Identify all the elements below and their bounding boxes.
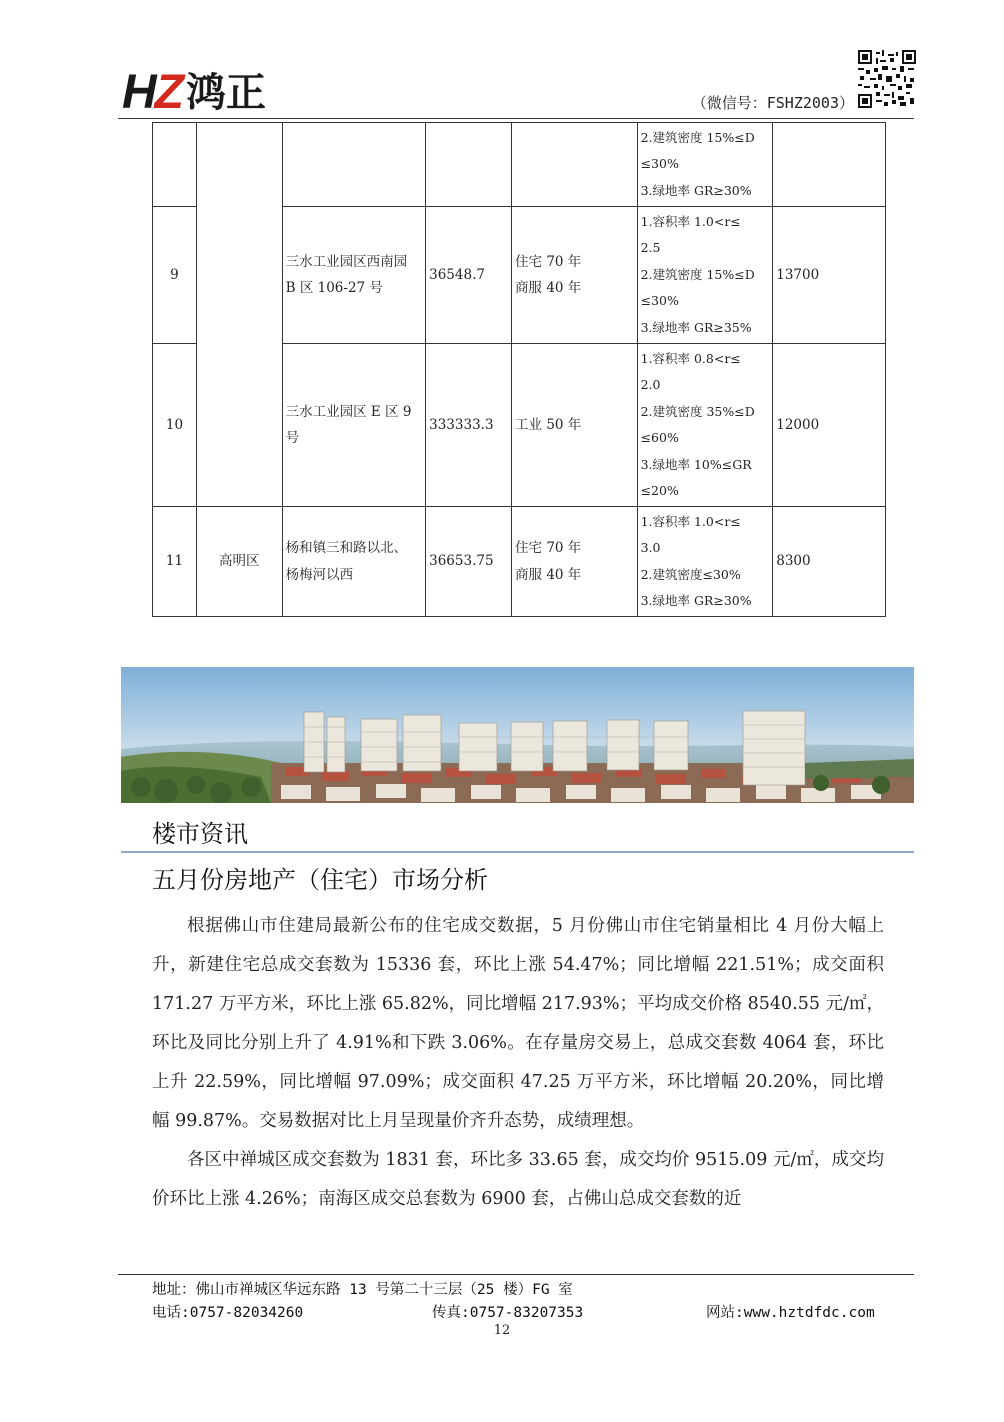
article-title: 五月份房地产（住宅）市场分析	[152, 866, 488, 894]
condition-line: 2.5	[640, 240, 661, 256]
condition-line: 1.容积率 1.0<r≤	[640, 213, 741, 229]
condition-line: 2.建筑密度 35%≤D	[640, 403, 755, 419]
area-cell	[426, 123, 512, 207]
condition-line: 1.容积率 0.8<r≤	[640, 350, 741, 366]
area-cell: 36548.7	[426, 207, 512, 344]
condition-line: 2.建筑密度≤30%	[640, 566, 741, 582]
use-cell	[512, 207, 638, 344]
section-divider	[121, 851, 914, 853]
use-cell	[512, 123, 638, 207]
conditions-cell	[637, 344, 773, 507]
price-cell	[773, 123, 886, 207]
page-number: 12	[493, 1323, 511, 1338]
condition-line: 3.绿地率 GR≥35%	[640, 319, 752, 335]
article-body	[152, 907, 884, 1219]
condition-line: 3.0	[640, 540, 661, 555]
location-line: 三水工业园区 E 区 9	[285, 403, 412, 420]
condition-line: 3.绿地率 GR≥30%	[640, 593, 752, 608]
table-row	[153, 123, 886, 207]
price-cell: 12000	[773, 344, 886, 507]
location-line: 号	[285, 430, 300, 446]
condition-line: ≤30%	[640, 293, 679, 309]
location-line: 杨和镇三和路以北、	[285, 540, 408, 556]
condition-line: 3.绿地率 GR≥30%	[640, 182, 752, 198]
wechat-id: （微信号：FSHZ2003）	[691, 94, 854, 112]
use-line: 商服 40 年	[515, 566, 582, 583]
row-number: 11	[153, 507, 197, 617]
conditions-cell	[637, 123, 773, 207]
footer-fax: 传真:0757-83207353	[432, 1305, 584, 1321]
footer-phone: 电话:0757-82034260	[152, 1305, 304, 1321]
condition-line: 1.容积率 1.0<r≤	[640, 513, 741, 529]
row-number	[153, 123, 197, 207]
footer-address: 地址：佛山市禅城区华远东路 13 号第二十三层（25 楼）FG 室	[152, 1282, 573, 1298]
area-cell: 333333.3	[426, 344, 512, 507]
location-line: B 区 106-27 号	[285, 280, 383, 296]
district-cell	[196, 123, 282, 507]
use-cell	[512, 507, 638, 617]
area-cell: 36653.75	[426, 507, 512, 617]
footer-divider	[118, 1274, 914, 1275]
location-line: 杨梅河以西	[285, 566, 354, 583]
location-cell	[282, 207, 426, 344]
condition-line: ≤30%	[640, 156, 679, 172]
use-line: 工业 50 年	[515, 416, 582, 433]
header-divider	[118, 118, 914, 119]
use-line: 住宅 70 年	[515, 253, 582, 270]
company-logo	[122, 66, 266, 119]
location-cell	[282, 507, 426, 617]
paragraph: 根据佛山市住建局最新公布的住宅成交数据，5 月份佛山市住宅销量相比 4 月份大幅上升，新建住宅总成交套数为 15336 套，环比上涨 54.47%；同比增幅 221.51%；成交面积 171.27 万平方米，环比上涨 65.82%，同比增幅 217.93%；平均成交价格 8540.55 元/㎡，环比及同比分别上升了 4.91%和下跌 3.06%。在存量房交易上，总成交套数 4064 套，环比上升 22.59%，同比增幅 97.09%；成交面积 47.25 万平方米，环比增幅 20.20%，同比增幅 99.87%。交易数据对比上月呈现量价齐升态势，成绩理想。	[152, 916, 884, 1131]
row-number: 9	[153, 207, 197, 344]
location-line: 三水工业园区西南园	[285, 253, 408, 270]
location-cell	[282, 123, 426, 207]
logo-latin: HZ	[122, 66, 182, 119]
skyline-banner-image	[121, 667, 914, 803]
use-line: 住宅 70 年	[515, 540, 582, 556]
table-row	[153, 507, 886, 617]
district-cell: 高明区	[196, 507, 282, 617]
footer-website: 网站:www.hztdfdc.com	[706, 1305, 875, 1321]
logo-chinese: 鸿正	[186, 70, 266, 116]
condition-line: ≤20%	[640, 483, 679, 498]
qr-code-icon	[858, 50, 916, 108]
paragraph: 各区中禅城区成交套数为 1831 套，环比多 33.65 套，成交均价 9515.09 元/㎡，成交均价环比上涨 4.26%；南海区成交总套数为 6900 套，占佛山总成交套数的近	[152, 1150, 884, 1209]
conditions-cell	[637, 507, 773, 617]
condition-line: 2.建筑密度 15%≤D	[640, 129, 755, 145]
use-cell	[512, 344, 638, 507]
condition-line: ≤60%	[640, 430, 679, 445]
conditions-cell	[637, 207, 773, 344]
price-cell: 13700	[773, 207, 886, 344]
condition-line: 2.0	[640, 377, 661, 392]
location-cell	[282, 344, 426, 507]
section-title: 楼市资讯	[152, 820, 248, 848]
use-line: 商服 40 年	[515, 280, 582, 296]
condition-line: 3.绿地率 10%≤GR	[640, 456, 752, 472]
land-auction-table	[152, 122, 886, 617]
price-cell: 8300	[773, 507, 886, 617]
row-number: 10	[153, 344, 197, 507]
condition-line: 2.建筑密度 15%≤D	[640, 266, 755, 282]
